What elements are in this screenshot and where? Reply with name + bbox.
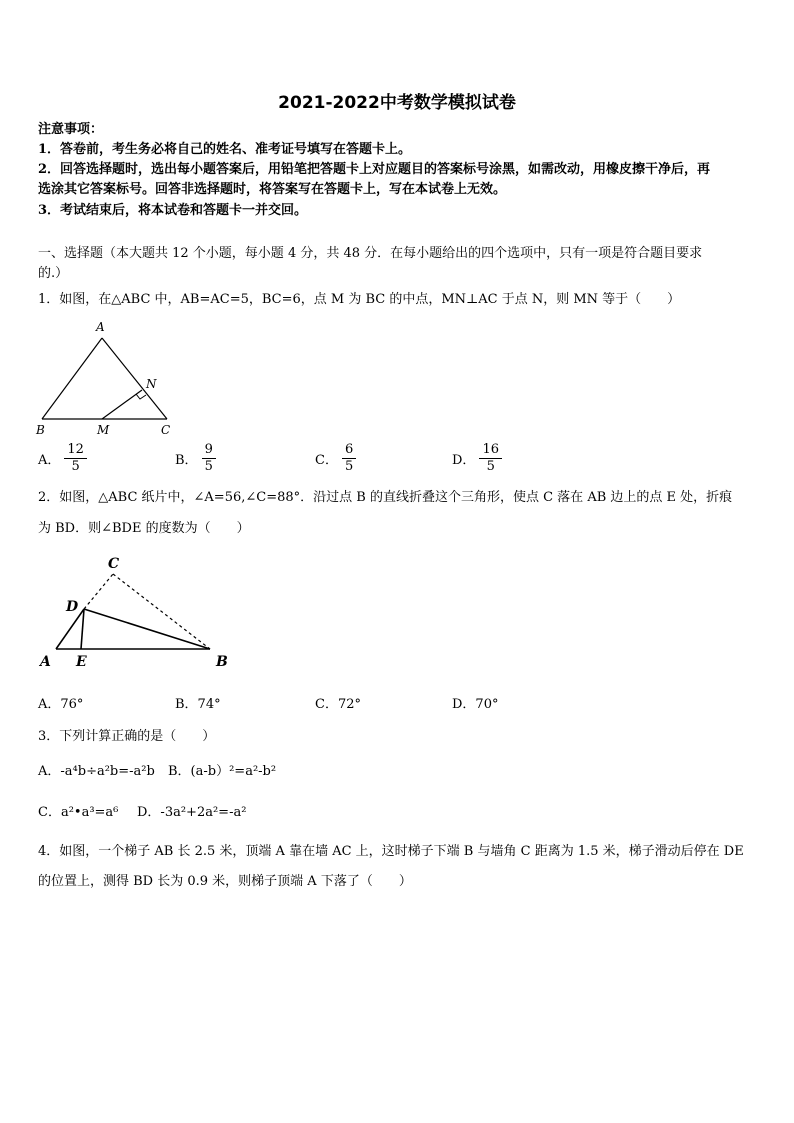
q2-option-c: C．72°	[315, 697, 361, 712]
note-3: 3．考试结束后，将本试卷和答题卡一并交回。	[38, 203, 308, 218]
q3-text: 3．下列计算正确的是（ ）	[38, 729, 216, 744]
q1-option-d	[452, 442, 502, 475]
page-title: 2021-2022中考数学模拟试卷	[278, 93, 516, 113]
note-1: 1．答卷前，考生务必将自己的姓名、准考证号填写在答题卡上。	[38, 142, 412, 157]
q1-side-ab	[42, 338, 102, 419]
q2-dashed-cb	[113, 574, 210, 649]
q2-segment-de	[81, 609, 84, 649]
q2-option-b: B．74°	[175, 697, 221, 712]
section-1-heading-line2: 的.）	[38, 266, 69, 281]
q1-option-b-letter: B．	[175, 453, 198, 468]
q4-text-line1: 4．如图，一个梯子 AB 长 2.5 米，顶端 A 靠在墙 AC 上，这时梯子下端 B 与墙角 C 距离为 1.5 米，梯子滑动后停在 DE	[38, 844, 744, 859]
q3-option-c: C．a²•a³=a⁶	[38, 805, 119, 820]
q1-option-a-letter: A．	[38, 453, 61, 468]
q1-triangle-figure	[30, 318, 180, 438]
q3-option-a: A．-a⁴b÷a²b=-a²b	[38, 764, 155, 779]
q1-option-b	[175, 442, 216, 475]
q2-option-d: D．70°	[452, 697, 499, 712]
q1-label-c: C	[161, 423, 171, 437]
q2-label-b: B	[216, 654, 228, 670]
q1-text: 1．如图，在△ABC 中，AB=AC=5，BC=6，点 M 为 BC 的中点，MN⊥AC 于点 N，则 MN 等于（ ）	[38, 292, 681, 307]
q2-label-a: A	[40, 654, 51, 670]
q2-label-e: E	[76, 654, 87, 670]
q1-label-b: B	[36, 423, 45, 437]
q3-option-d: D．-3a²+2a²=-a²	[137, 805, 247, 820]
q1-label-n: N	[146, 377, 157, 391]
q4-text-line2: 的位置上，测得 BD 长为 0.9 米，则梯子顶端 A 下落了（ ）	[38, 874, 412, 889]
q1-option-c-fraction: $\frac{6}{5}$	[342, 442, 356, 475]
q1-label-a: A	[96, 320, 105, 334]
q1-right-angle-mark	[136, 394, 146, 399]
q2-text-line1: 2．如图，△ABC 纸片中，∠A=56,∠C=88°．沿过点 B 的直线折叠这个三角形，使点 C 落在 AB 边上的点 E 处，折痕	[38, 490, 733, 505]
q2-text-line2: 为 BD．则∠BDE 的度数为（ ）	[38, 521, 250, 536]
q2-option-a: A．76°	[38, 697, 84, 712]
q2-fold-bd	[84, 609, 210, 649]
q1-option-a	[38, 442, 87, 475]
q1-side-ac	[102, 338, 167, 419]
q2-dashed-dc	[84, 574, 113, 609]
q1-option-a-fraction: $\frac{12}{5}$	[64, 442, 87, 475]
q2-fold-figure	[34, 552, 244, 672]
note-2-line1: 2．回答选择题时，选出每小题答案后，用铅笔把答题卡上对应题目的答案标号涂黑，如需改动，用橡皮擦干净后，再	[38, 162, 711, 177]
notes-heading: 注意事项：	[38, 122, 104, 137]
q1-label-m: M	[97, 423, 110, 437]
note-2-line2: 选涂其它答案标号。回答非选择题时，将答案写在答题卡上，写在本试卷上无效。	[38, 182, 507, 197]
q2-side-ad	[56, 609, 84, 649]
q2-label-c: C	[108, 556, 120, 572]
section-1-heading-line1: 一、选择题（本大题共 12 个小题，每小题 4 分，共 48 分．在每小题给出的四个选项中，只有一项是符合题目要求	[38, 246, 703, 261]
q1-option-d-letter: D．	[452, 453, 476, 468]
q1-option-c	[315, 442, 356, 475]
q2-label-d: D	[66, 599, 79, 615]
q1-option-c-letter: C．	[315, 453, 338, 468]
q1-option-d-fraction: $\frac{16}{5}$	[479, 442, 502, 475]
q3-option-b: B．(a-b）²=a²-b²	[168, 764, 277, 779]
q1-option-b-fraction: $\frac{9}{5}$	[202, 442, 216, 475]
